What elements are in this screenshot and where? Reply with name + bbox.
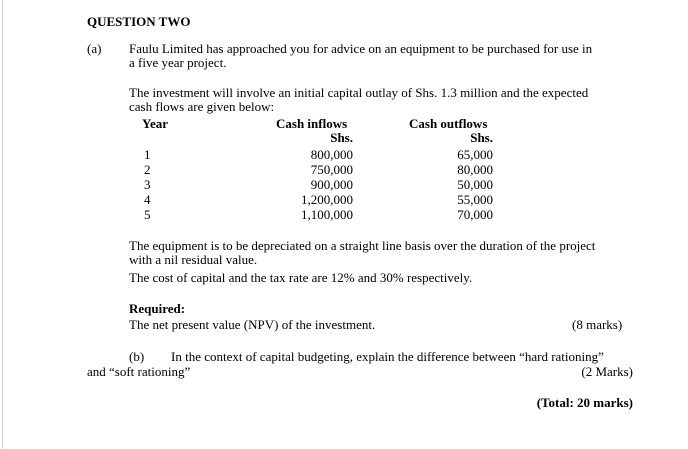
table-row-inflow: 900,000	[310, 177, 353, 192]
table-row-outflow: 55,000	[457, 192, 493, 207]
total-marks: (Total: 20 marks)	[536, 395, 633, 410]
unit-outflows: Shs.	[470, 130, 493, 145]
table-row-outflow: 50,000	[457, 177, 493, 192]
part-b-marks: (2 Marks)	[581, 364, 633, 379]
table-row-year: 2	[144, 162, 151, 177]
investment-line2: cash flows are given below:	[129, 99, 275, 114]
depreciation-line1: The equipment is to be depreciated on a straight line basis over the duration of the project	[129, 238, 596, 253]
required-text: The net present value (NPV) of the investment.	[129, 317, 376, 332]
col-header-outflows: Cash outflows	[409, 116, 488, 131]
table-row-outflow: 80,000	[457, 162, 493, 177]
part-b-label: (b)	[129, 349, 145, 364]
table-row-year: 1	[144, 147, 151, 162]
table-row-inflow: 800,000	[310, 147, 353, 162]
investment-line1: The investment will involve an initial capital outlay of Shs. 1.3 million and the expected	[129, 85, 589, 100]
page-left-border	[2, 0, 3, 449]
table-row-year: 5	[144, 207, 151, 222]
table-row-outflow: 65,000	[457, 147, 493, 162]
col-header-inflows: Cash inflows	[276, 116, 348, 131]
table-row-inflow: 1,200,000	[301, 192, 353, 207]
part-b-text-line1: In the context of capital budgeting, explain the difference between “hard rationing”	[171, 349, 604, 364]
table-row-outflow: 70,000	[457, 207, 493, 222]
part-a-intro-line2: a five year project.	[129, 55, 227, 70]
question-heading: QUESTION TWO	[87, 14, 191, 29]
required-marks: (8 marks)	[572, 317, 623, 332]
part-b-text-line2: and “soft rationing”	[87, 364, 191, 379]
part-a-label: (a)	[87, 41, 102, 56]
cost-of-capital-line: The cost of capital and the tax rate are 12% and 30% respectively.	[129, 270, 473, 285]
unit-inflows: Shs.	[330, 130, 353, 145]
table-row-year: 4	[144, 192, 151, 207]
depreciation-line2: with a nil residual value.	[129, 252, 258, 267]
table-row-inflow: 1,100,000	[301, 207, 353, 222]
part-a-intro-line1: Faulu Limited has approached you for advice on an equipment to be purchased for use in	[129, 41, 593, 56]
col-header-year: Year	[142, 116, 168, 131]
table-row-year: 3	[144, 177, 151, 192]
required-label: Required:	[129, 301, 186, 316]
table-row-inflow: 750,000	[310, 162, 353, 177]
